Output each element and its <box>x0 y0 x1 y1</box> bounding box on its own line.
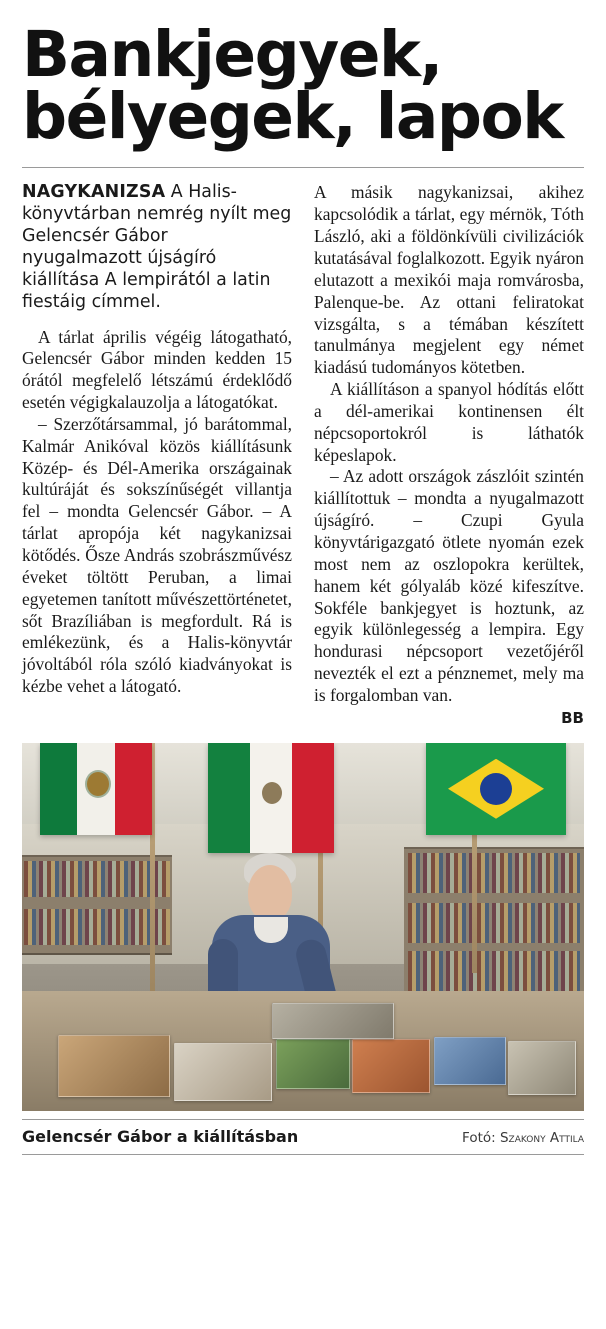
caption-divider <box>22 1119 584 1120</box>
photo-credit <box>462 1130 584 1146</box>
paragraph: – Az adott országok zászlóit szintén kiállítottuk – mondta a nyugalmazott újságíró. – Czupi Gyula könyvtárigazgató ötlete nyomán ezek most nem az oszlopokra kerültek, hanem két gólyaláb közé kifeszítve. Sokféle bankjegyet is hoztunk, az egyik különlegesség a lempira. Egy hondurasi népcsoport vezetőjéről nevezték el ezt a pénznemet, mely ma is forgalomban van. <box>314 466 584 705</box>
exhibit-book <box>434 1037 506 1085</box>
exhibit-book <box>272 1003 394 1039</box>
credit-name: Szakony Attila <box>499 1129 584 1146</box>
shelf-books-left <box>24 861 170 897</box>
article-byline: BB <box>561 708 584 727</box>
paragraph: A másik nagykanizsai, akihez kapcsolódik a tárlat, egy mérnök, Tóth László, aki a földönkívüli civilizációk kutatásával foglalkozott. Egyik nyáron elutazott a mexikói maja romvárosba, Palenque-be. Az ottani feliratokat vizsgálta, s a témában készített tanulmánya megjelent egy német kiadású tudományos kötetben. <box>314 182 584 378</box>
flag-globe <box>480 773 512 805</box>
article-body <box>20 182 586 726</box>
paragraph: – Szerzőtársammal, jó barátommal, Kalmár Anikóval közös kiállításunk Közép- és Dél-Amerika országainak kultúráját és sokszínűségét villantja fel – mondta Gelencsér Gábor. – A tárlat apropója két nagykanizsai kötődés. Ősze András szobrászművész éveket töltött Peruban, a limai egyetemen tanított művészettörténetet, sőt Brazíliában is megfordult. Rá is emlékezünk, és a Halis-könyvtár jóvoltából róla szóló kiadványokat is kézbe vehet a látogató. <box>22 413 292 697</box>
shelf-books-left-lower <box>24 909 170 945</box>
exhibit-book <box>352 1039 430 1093</box>
column-left <box>22 182 292 726</box>
exhibit-book <box>276 1039 350 1089</box>
photo-caption <box>22 1127 584 1146</box>
flag-stripe-green <box>40 743 77 835</box>
exhibit-book <box>58 1035 170 1097</box>
column-right <box>314 182 584 726</box>
flag-stripe-green <box>208 743 250 853</box>
lead-text: A Halis-könyvtárban nemrég nyílt meg Gelencsér Gábor nyugalmazott újságíró kiállítása A lempirától a latin fiestáig címmel. <box>22 182 292 312</box>
headline-line-1: Bankjegyek, <box>22 18 442 91</box>
paragraph: A tárlat április végéig látogatható, Gelencsér Gábor minden kedden 15 órától megfelelő létszámú érdeklődő esetén végigkalauzolja a látogatókat. <box>22 326 292 413</box>
article-lead <box>22 182 292 313</box>
dateline-kicker: NAGYKANIZSA <box>22 182 166 203</box>
mexican-flag-left <box>40 743 152 835</box>
exhibit-book <box>508 1041 576 1095</box>
photo-figure <box>22 743 584 1111</box>
flag-stripe-red <box>115 743 152 835</box>
flag-emblem <box>87 772 109 796</box>
bottom-divider <box>22 1154 584 1155</box>
exhibition-photo <box>22 743 584 1111</box>
brazil-flag <box>426 743 566 835</box>
mexican-flag-center <box>208 743 334 853</box>
person-head <box>248 865 292 921</box>
paragraph: A kiállításon a spanyol hódítás előtt a dél-amerikai kontinensen élt népcsoportokról is láthatók képeslapok. <box>314 379 584 465</box>
caption-text: Gelencsér Gábor a kiállításban <box>22 1126 299 1146</box>
credit-label: Fotó: <box>462 1129 500 1146</box>
headline-divider <box>22 167 584 168</box>
shelf-books-right-lower <box>408 951 580 991</box>
page-title <box>22 18 586 153</box>
flag-stripe-red <box>292 743 334 853</box>
headline-line-2: bélyegek, lapok <box>22 79 563 153</box>
shelf-books-right-mid <box>408 903 580 943</box>
exhibit-book <box>174 1043 272 1101</box>
shelf-books-right <box>408 853 580 893</box>
